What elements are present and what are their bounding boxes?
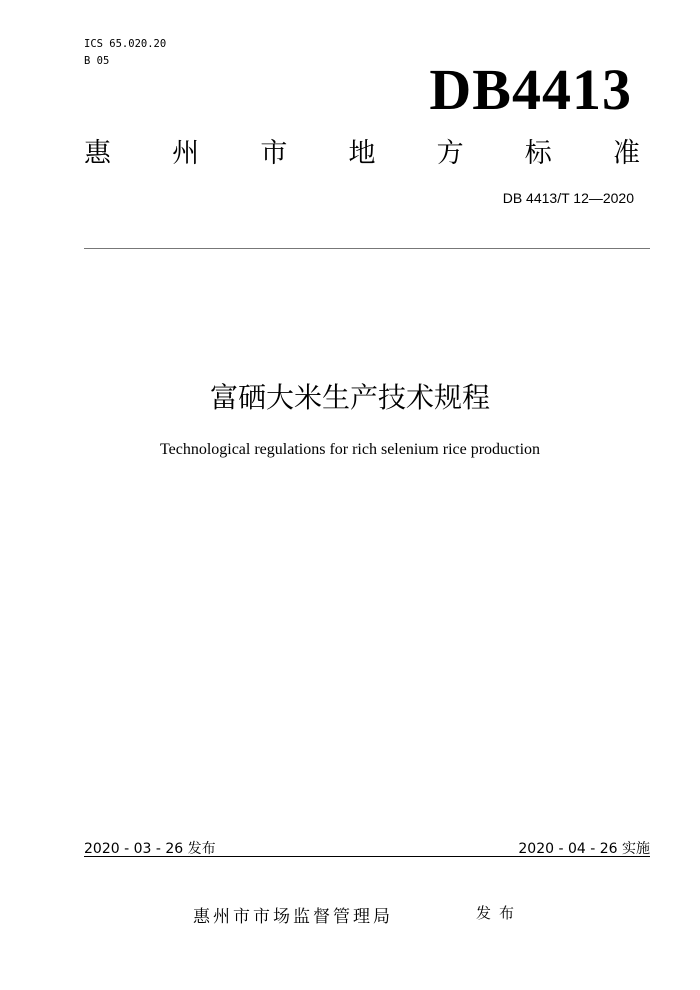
ics-code: ICS 65.020.20 [84, 38, 167, 50]
standard-name-char: 地 [348, 138, 376, 169]
document-title-english: Technological regulations for rich selenium rice production [159, 441, 541, 458]
standard-name-char: 惠 [84, 138, 111, 169]
header-divider [84, 248, 650, 249]
standard-name-char: 州 [172, 138, 200, 169]
standard-name-char: 市 [260, 138, 288, 169]
ccs-code: B 05 [84, 55, 110, 67]
standard-number: DB 4413/T 12—2020 [502, 190, 634, 206]
publish-label: 发布 [476, 904, 523, 922]
standard-name-char: 标 [524, 138, 552, 169]
footer-divider [84, 856, 650, 857]
standard-name-char: 准 [612, 138, 640, 169]
standard-type-name [84, 136, 640, 172]
issuing-authority: 惠州市市场监督管理局 [193, 907, 393, 927]
standard-name-char: 方 [436, 138, 464, 169]
implementation-date: 2020 - 04 - 26 实施 [518, 841, 650, 857]
document-title-chinese: 富硒大米生产技术规程 [209, 381, 490, 414]
db-code: DB4413 [429, 57, 632, 122]
issue-date: 2020 - 03 - 26 发布 [84, 841, 216, 857]
classification-codes [84, 36, 166, 70]
